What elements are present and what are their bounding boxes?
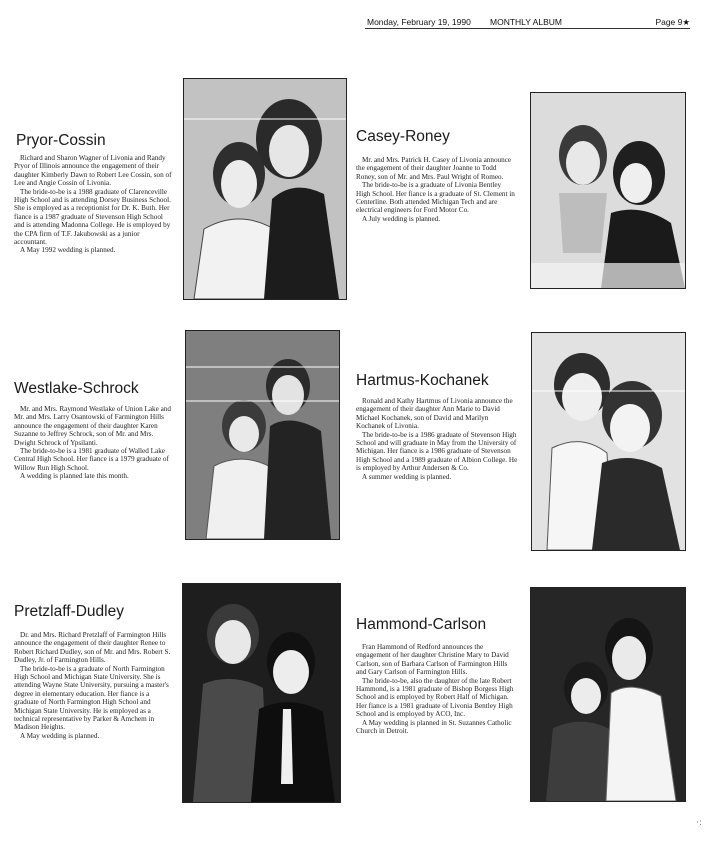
paragraph: The bride-to-be, also the daughter of the late Robert Hammond, is a 1981 graduate of Bishop Borgess High School and is employed by Robert Half of Michigan. Her fiance is a 1981 graduate of Livonia Bentley High School and is employed by ACO, Inc. bbox=[356, 676, 514, 719]
paragraph: A May wedding is planned in St. Suzannes Catholic Church in Detroit. bbox=[356, 718, 512, 736]
headline-pryor-cossin: Pryor-Cossin bbox=[16, 132, 106, 149]
paragraph: A May wedding is planned. bbox=[20, 731, 100, 740]
paragraph: Dr. and Mrs. Richard Pretzlaff of Farmington Hills announce the engagement of their daughter Renee to Robert Richard Dudley, son of Mr. and Mrs. Robert S. Dudley, Jr. of Farmington Hills. bbox=[14, 631, 171, 665]
engagement-photo-hammond-carlson bbox=[530, 587, 686, 802]
headline-westlake-schrock: Westlake-Schrock bbox=[14, 380, 139, 397]
paragraph: The bride-to-be is a 1988 graduate of Clarenceville High School and is attending Dorsey Business School. She is employed as a receptionist for Dr. K. Buth. Her fiance is a 1987 graduate of Stevenson High School and is attending Madonna College. He is employed by the CPA firm of T.F. Jakubowski as a junior accountant. bbox=[14, 187, 171, 247]
paragraph: The bride-to-be is a 1981 graduate of Walled Lake Central High School. Her fiance is a 1979 graduate of Willow Run High School. bbox=[14, 447, 169, 472]
page-number: Page 9★ bbox=[655, 17, 690, 27]
paragraph: A wedding is planned late this month. bbox=[20, 472, 129, 481]
paragraph: A summer wedding is planned. bbox=[362, 472, 452, 481]
headline-pretzlaff-dudley: Pretzlaff-Dudley bbox=[14, 603, 124, 620]
engagement-photo-hartmus-kochanek bbox=[531, 332, 686, 551]
paragraph: The bride-to-be is a 1986 graduate of Stevenson High School and will graduate in May from the University of Michigan. Her fiance is a 1986 graduate of Stevenson High School and a 1989 graduate of Albion College. He is employed by Arthur Andersen & Co. bbox=[356, 430, 518, 473]
paragraph: Fran Hammond of Redford announces the engagement of her daughter Christine Mary to David Carlson, son of Barbara Carlson of Farmington Hills and Gary Carlson of Farmington Hills. bbox=[356, 643, 509, 677]
header-rule bbox=[365, 28, 690, 29]
article-casey-roney bbox=[356, 156, 516, 223]
paragraph: A July wedding is planned. bbox=[362, 214, 441, 223]
headline-casey-roney: Casey-Roney bbox=[356, 128, 450, 145]
engagement-photo-pretzlaff-dudley bbox=[182, 583, 341, 803]
paragraph: Ronald and Kathy Hartmus of Livonia announce the engagement of their daughter Ann Marie to David Michael Kochanek, son of David and Marilyn Kochanek of Livonia. bbox=[356, 397, 513, 431]
headline-hammond-carlson: Hammond-Carlson bbox=[356, 616, 487, 633]
paragraph: Mr. and Mrs. Patrick H. Casey of Livonia announce the engagement of their daughter Joanne to Todd Roney, son of Mr. and Mrs. Paul Wright of Romeo. bbox=[356, 156, 512, 181]
engagement-photo-casey-roney bbox=[530, 92, 686, 289]
section-title: MONTHLY ALBUM bbox=[490, 17, 562, 27]
article-hartmus-kochanek bbox=[356, 397, 518, 481]
page-header bbox=[365, 15, 690, 29]
scan-mark: ·: bbox=[696, 818, 702, 828]
paragraph: A May 1992 wedding is planned. bbox=[20, 246, 116, 255]
article-hammond-carlson bbox=[356, 643, 518, 735]
headline-hartmus-kochanek: Hartmus-Kochanek bbox=[356, 372, 489, 389]
engagement-photo-westlake-schrock bbox=[185, 330, 340, 540]
article-pretzlaff-dudley bbox=[14, 631, 174, 740]
engagement-photo-pryor-cossin bbox=[183, 78, 347, 300]
paragraph: The bride-to-be is a graduate of Livonia Bentley High School. Her fiance is a graduate of St. Clement in Centerline. Both attended Michigan Tech and are electrical engineers for Ford Motor Co. bbox=[356, 181, 515, 215]
paragraph: Mr. and Mrs. Raymond Westlake of Union Lake and Mr. and Mrs. Larry Osantowski of Farmington Hills announce the engagement of their daughter Karen Suzanne to Jeffrey Schrock, son of Mr. and Mrs. Dwight Schrock of Ypsilanti. bbox=[14, 405, 171, 447]
paragraph: The bride-to-be is a graduate of North Farmington High School and Michigan State University. She is attending Wayne State University, pursuing a master's degree in elementary education. Her fiance is a graduate of North Farmington High School and Michigan State University. He is employed as a technical representative by Parker & Amchem in Madison Heights. bbox=[14, 664, 169, 732]
paragraph: Richard and Sharon Wagner of Livonia and Randy Pryor of Illinois announce the engagement of their daughter Kimberly Dawn to Robert Lee Cossin, son of Lee and Angie Cossin of Livonia. bbox=[14, 154, 172, 188]
article-westlake-schrock bbox=[14, 405, 174, 481]
article-pryor-cossin bbox=[14, 154, 174, 255]
issue-date: Monday, February 19, 1990 bbox=[367, 17, 471, 27]
